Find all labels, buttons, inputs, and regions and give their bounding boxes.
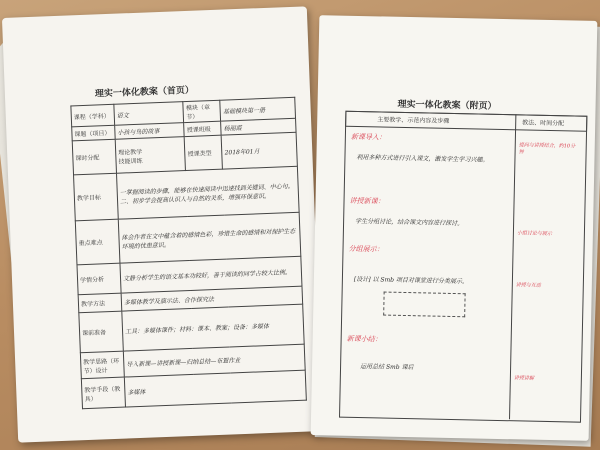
value-module: 基础模块第一册 (220, 97, 295, 121)
entry-heading-4: 新课小结： (346, 334, 382, 344)
entry-heading-2: 讲授新课： (349, 196, 385, 206)
lesson-plan-attached-page (311, 15, 598, 441)
label-analysis: 学情分析 (77, 263, 121, 295)
label-design: 教学思路（环节）设计 (80, 351, 124, 379)
value-key-points: 体会作者在文中蕴含着的感情色彩，珍惜生命的感情和对保护生态环境的忧患意识。 (118, 212, 301, 263)
lesson-plan-first-page (2, 6, 323, 442)
label-module: 模块（章节） (183, 100, 221, 122)
hours-theory: 理论教学 (118, 148, 143, 157)
column-main-header: 主要教学、示范内容及步骤 (377, 116, 450, 125)
first-page-title: 理实一体化教案（首页） (94, 85, 195, 100)
entry-text-3: [设计] 以 Smb 项目对课堂进行分类展示。 (353, 275, 468, 286)
value-design: 导入新课—讲授新课—归纳总结—布置作业 (123, 344, 305, 377)
value-method: 多媒体教学及演示法、合作探究法 (121, 286, 303, 311)
label-topic: 课题（项目） (72, 125, 116, 141)
side-note-1: 提问与讲授结合，约10分钟 (518, 142, 576, 156)
lesson-plan-table (70, 97, 307, 409)
entry-text-2: 学生分组讨论，结合课文内容进行探讨。 (355, 217, 464, 228)
diagram-box (383, 292, 465, 318)
attached-page-title: 理实一体化教案（附页） (397, 99, 497, 112)
value-course: 语文 (114, 102, 184, 126)
label-key-points: 重点难点 (75, 219, 120, 265)
value-type: 2018年01月 (221, 132, 297, 169)
entry-text-4: 运用总结 Smb 课后 (360, 363, 414, 372)
value-topic: 小孩与鸟的故事 (115, 123, 185, 140)
label-hours: 课时分配 (72, 139, 116, 175)
value-tools: 多媒体 (124, 370, 306, 407)
label-preparation: 课前准备 (79, 311, 124, 353)
side-note-4: 讲授讲解 (513, 375, 534, 382)
side-note-2: 小组讨论与展示 (516, 230, 552, 238)
label-course: 课程（学科） (71, 104, 115, 127)
label-tools: 教学手段（教具） (81, 377, 125, 409)
side-note-3: 讲授与互动 (515, 282, 541, 289)
label-type: 授课类型 (185, 135, 223, 170)
column-side-header: 教法、时间分配 (522, 119, 565, 128)
entry-heading-3: 分组展示： (348, 244, 384, 254)
label-goals: 教学目标 (74, 173, 119, 221)
value-class: 杨丽霞 (221, 118, 296, 135)
value-goals: 一掌握阅读的步骤，能够在快速阅读中迅速找到关键词、中心句。二、初步学会提高认识人与自然的关系，增强环保意识。 (116, 166, 299, 219)
hours-skill: 技能训练 (118, 157, 143, 166)
value-preparation: 工具：多媒体课件；材料：课本、教案；设备：多媒体 (122, 304, 304, 351)
label-method: 教学方法 (78, 293, 122, 313)
label-class: 授课班级 (184, 121, 222, 136)
entry-text-1: 利用多种方式进行引入课文，激发学生学习兴趣。 (356, 153, 489, 164)
value-analysis: 文静分析学生的语文基本功较好，善于阅读的同学占较大比例。 (120, 256, 302, 293)
hours-cell (115, 137, 186, 174)
entry-heading-1: 新课导入： (350, 132, 386, 142)
